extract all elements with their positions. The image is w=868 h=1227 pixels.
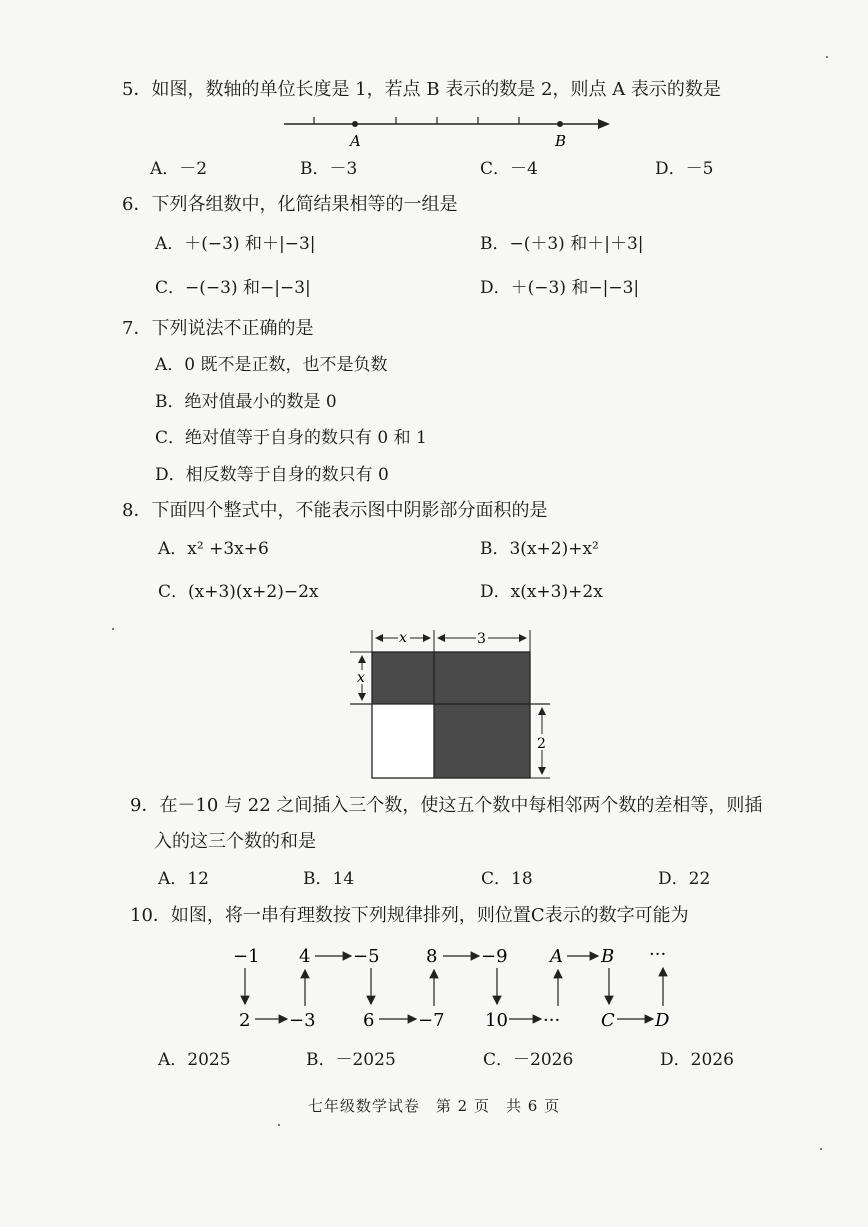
q9-stem-line2: 入的这三个数的和是: [154, 831, 316, 852]
seq-bottom-2: −3: [289, 1010, 316, 1031]
q5-option-a: A．－2: [150, 159, 208, 179]
q5-option-b: B．－3: [300, 159, 358, 179]
q10-option-c: C．－2026: [483, 1050, 574, 1070]
q6-stem: 6．下列各组数中，化简结果相等的一组是: [122, 194, 458, 215]
q8-option-b: B．3(x+2)+x²: [480, 539, 599, 559]
scan-speck: [820, 1148, 822, 1150]
seq-bottom-3: 6: [363, 1010, 375, 1031]
seq-top-2: 4: [299, 946, 311, 967]
scan-speck: [826, 56, 828, 58]
q7-option-d: D．相反数等于自身的数只有 0: [155, 465, 389, 485]
q6-option-b: B．−(＋3) 和＋|＋3|: [480, 234, 644, 254]
fig-left-x-label: x: [357, 670, 365, 686]
q5-option-d: D．－5: [655, 159, 714, 179]
fig-top-3-label: 3: [477, 631, 486, 647]
seq-top-5: −9: [481, 946, 508, 967]
q5-stem: 5．如图，数轴的单位长度是 1，若点 B 表示的数是 2，则点 A 表示的数是: [122, 79, 721, 100]
scan-speck: [112, 628, 114, 630]
q6-option-d: D．＋(−3) 和−|−3|: [480, 278, 640, 298]
seq-top-ellipsis: ···: [649, 944, 667, 965]
q7-option-c: C．绝对值等于自身的数只有 0 和 1: [155, 428, 427, 448]
seq-top-3: −5: [353, 946, 380, 967]
seq-bottom-5: 10: [485, 1010, 508, 1031]
q8-option-d: D．x(x+3)+2x: [480, 582, 603, 602]
q8-stem: 8．下面四个整式中，不能表示图中阴影部分面积的是: [122, 500, 548, 521]
page-footer: 七年级数学试卷 第 2 页 共 6 页: [307, 1097, 561, 1115]
q8-area-figure: [346, 622, 556, 786]
q5-number-line: [280, 108, 620, 154]
q7-option-a: A．0 既不是正数，也不是负数: [155, 355, 388, 375]
q9-option-b: B．14: [303, 869, 355, 889]
q9-option-a: A．12: [158, 869, 209, 889]
shaded-top: [372, 652, 530, 704]
q5-option-c: C．－4: [480, 159, 538, 179]
scan-speck: [278, 1124, 280, 1126]
shaded-bottom-right: [434, 704, 530, 778]
q7-option-b: B．绝对值最小的数是 0: [155, 392, 337, 412]
point-a-dot: [352, 121, 358, 127]
seq-top-4: 8: [426, 946, 438, 967]
q10-stem: 10．如图，将一串有理数按下列规律排列，则位置C表示的数字可能为: [130, 905, 689, 926]
q6-option-c: C．−(−3) 和−|−3|: [155, 278, 311, 298]
seq-bottom-1: 2: [239, 1010, 251, 1031]
q6-option-a: A．＋(−3) 和＋|−3|: [155, 234, 316, 254]
seq-top-1: −1: [233, 946, 260, 967]
unshaded-square: [372, 704, 434, 778]
point-a-label: A: [350, 132, 361, 150]
seq-top-b: B: [601, 946, 615, 967]
q10-option-d: D．2026: [660, 1050, 734, 1070]
q9-option-c: C．18: [481, 869, 533, 889]
seq-bottom-c: C: [601, 1010, 615, 1031]
q10-option-a: A．2025: [158, 1050, 231, 1070]
point-b-dot: [557, 121, 563, 127]
seq-bottom-4: −7: [418, 1010, 445, 1031]
point-b-label: B: [555, 132, 567, 150]
q10-option-b: B．－2025: [306, 1050, 396, 1070]
fig-top-x-label: x: [399, 630, 407, 646]
q8-option-c: C．(x+3)(x+2)−2x: [158, 582, 319, 602]
q9-option-d: D．22: [658, 869, 711, 889]
q8-option-a: A．x² +3x+6: [158, 539, 269, 559]
seq-bottom-ellipsis: ···: [543, 1010, 561, 1031]
q7-stem: 7．下列说法不正确的是: [122, 318, 314, 339]
seq-top-a: A: [550, 946, 563, 967]
fig-right-2-label: 2: [537, 736, 546, 752]
seq-bottom-d: D: [655, 1010, 670, 1031]
q10-sequence-figure: [225, 940, 685, 1032]
q9-stem-line1: 9．在－10 与 22 之间插入三个数，使这五个数中每相邻两个数的差相等，则插: [130, 795, 763, 816]
